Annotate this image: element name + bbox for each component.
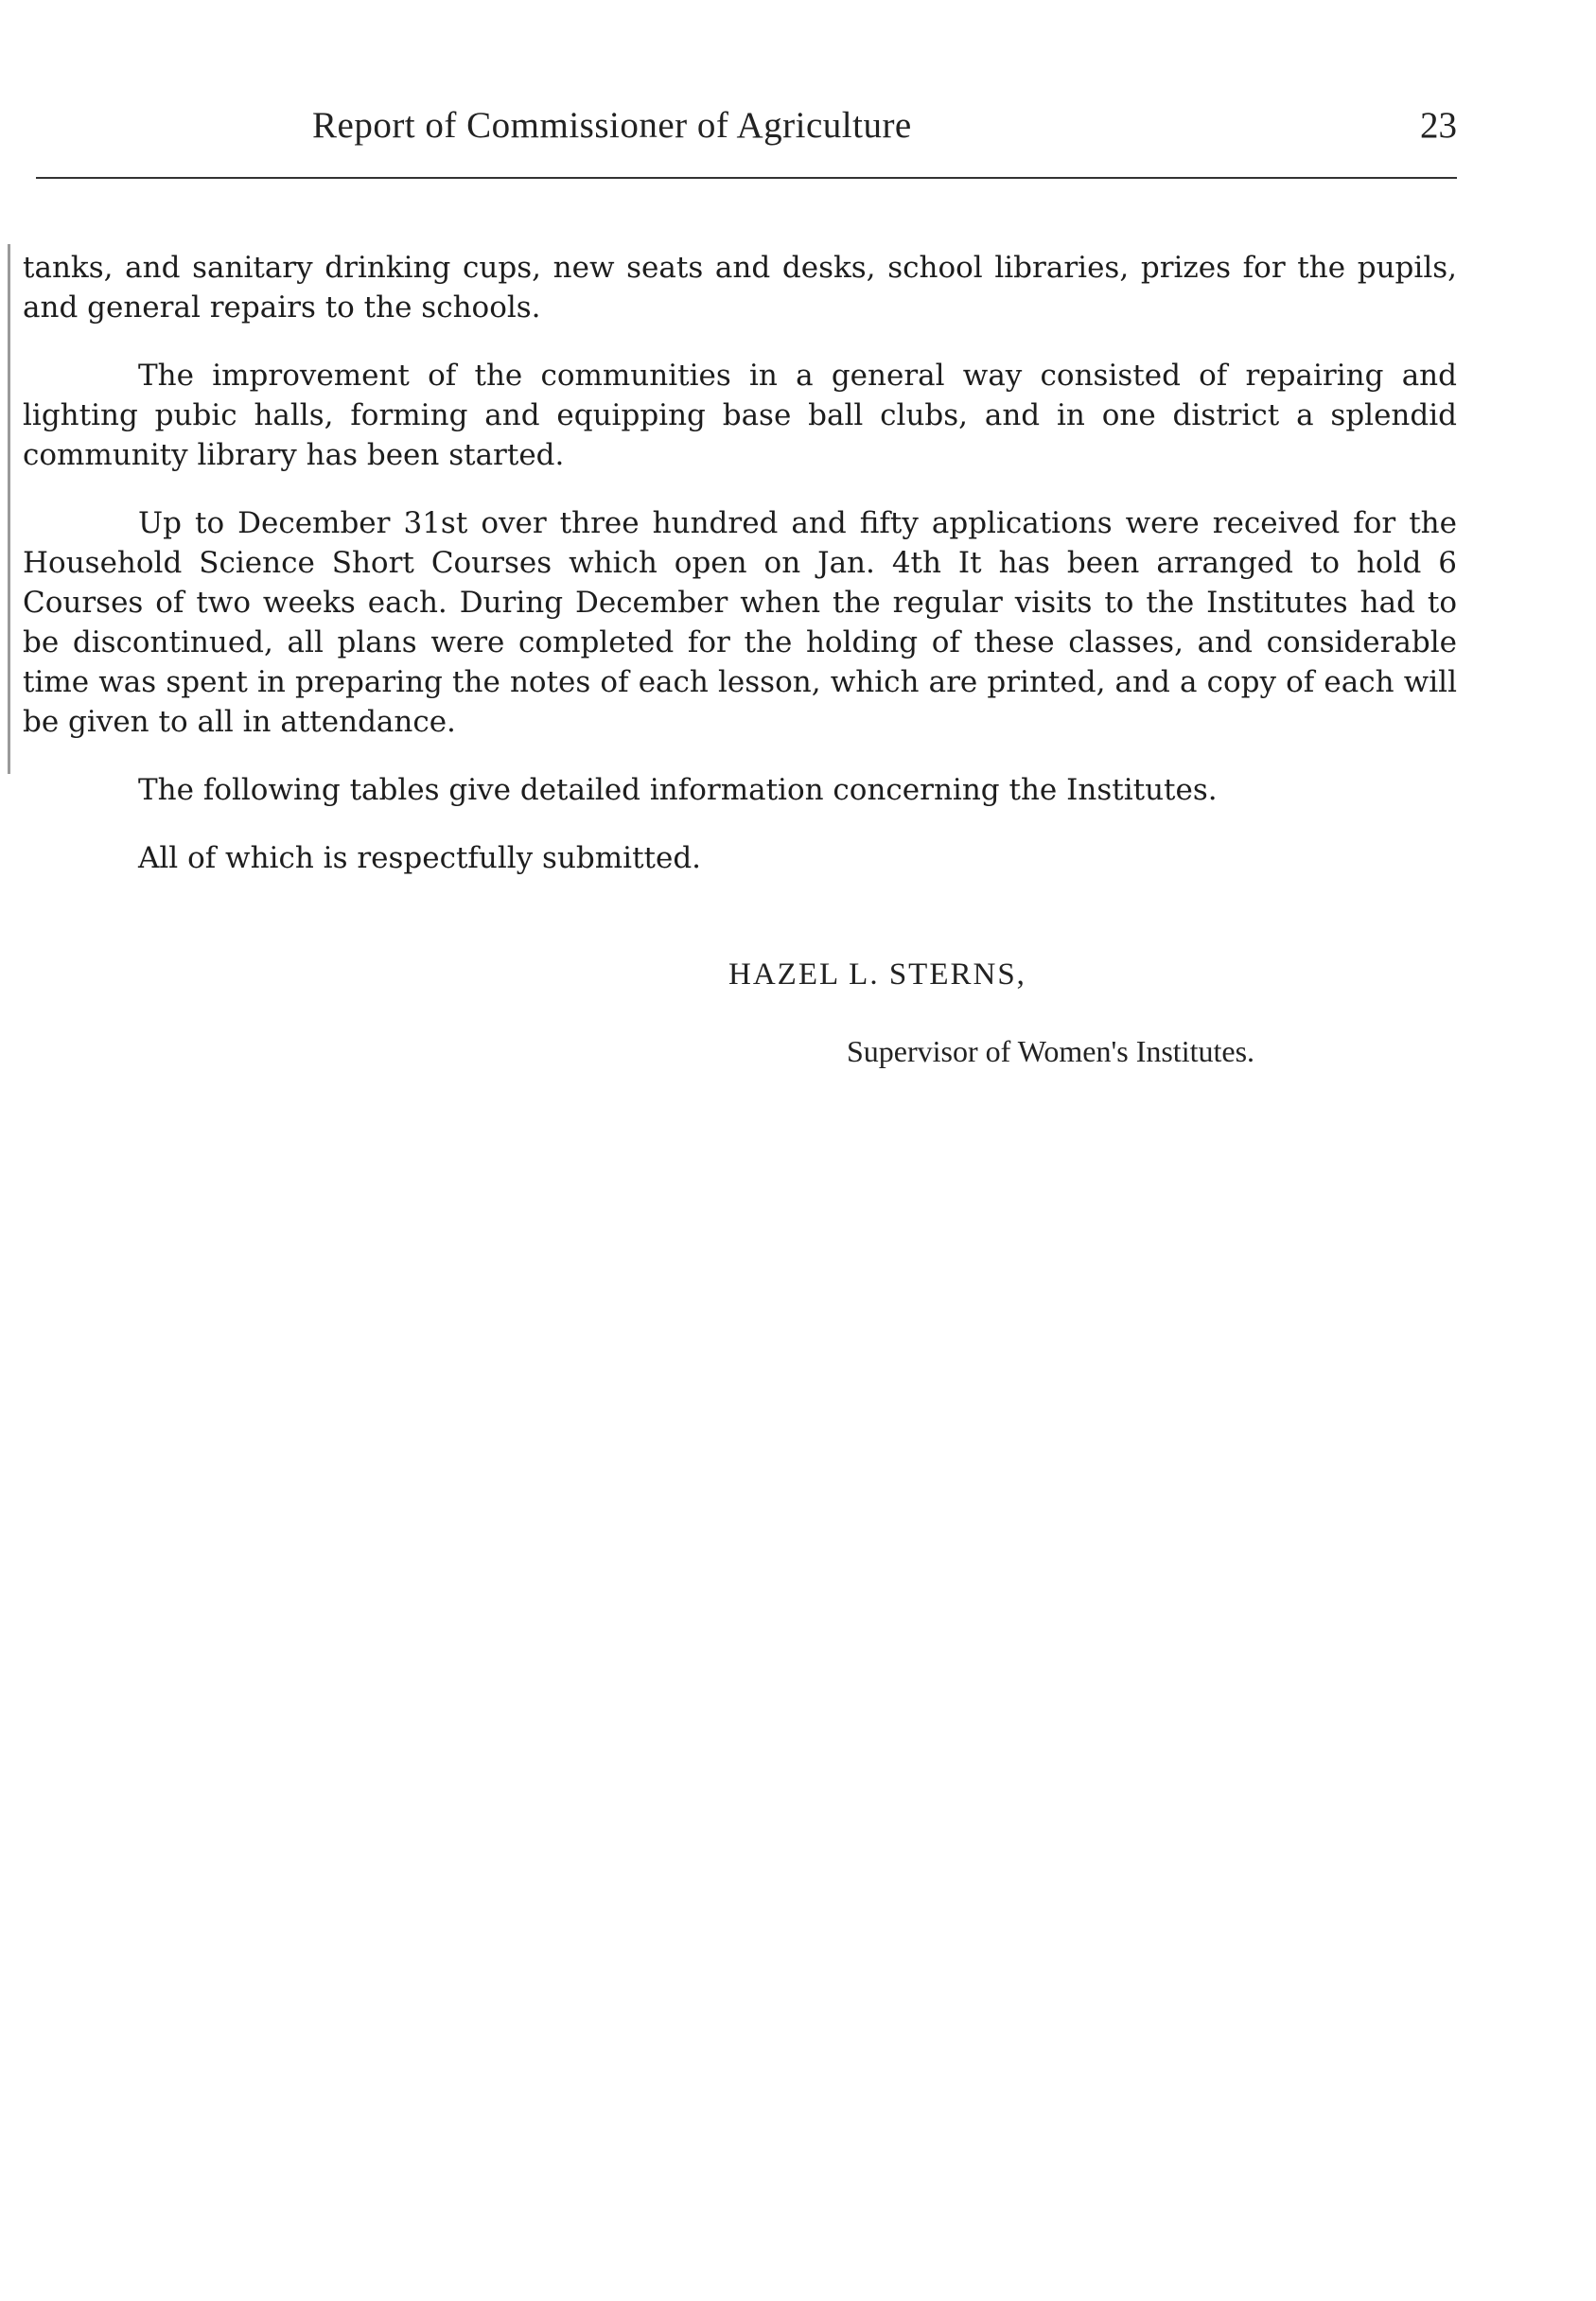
page-number: 23 — [1420, 105, 1457, 146]
header-rule — [36, 177, 1457, 179]
signature-title: Supervisor of Women's Institutes. — [847, 1034, 1255, 1068]
paragraph-continuation: tanks, and sanitary drinking cups, new seats and desks, school libraries, prizes for the pupils, and general repairs to the schools. — [23, 251, 1457, 325]
paragraph-submission: All of which is respectfully submitted. — [138, 841, 702, 875]
signature-name: HAZEL L. STERNS, — [728, 957, 1026, 992]
paragraph-tables-note: The following tables give detailed information concerning the Institutes. — [138, 773, 1218, 807]
running-head-title: Report of Commissioner of Agriculture — [312, 105, 912, 146]
paragraph-community-improvement: The improvement of the communities in a general way consisted of repairing and lighting pubic halls, forming and equipping base ball clubs, and in one district a splendid community library has been started. — [23, 359, 1457, 472]
body-text — [23, 248, 1457, 878]
scan-edge-shadow — [8, 244, 10, 774]
paragraph-short-courses: Up to December 31st over three hundred and fifty applications were received for the Household Science Short Courses which open on Jan. 4th It has been arranged to hold 6 Courses of two weeks each. During December when the regular visits to the Institutes had to be discontinued, all plans were completed for the holding of these classes, and considerable time was spent in preparing the notes of each lesson, which are printed, and a copy of each will be given to all in attendance. — [23, 506, 1457, 739]
